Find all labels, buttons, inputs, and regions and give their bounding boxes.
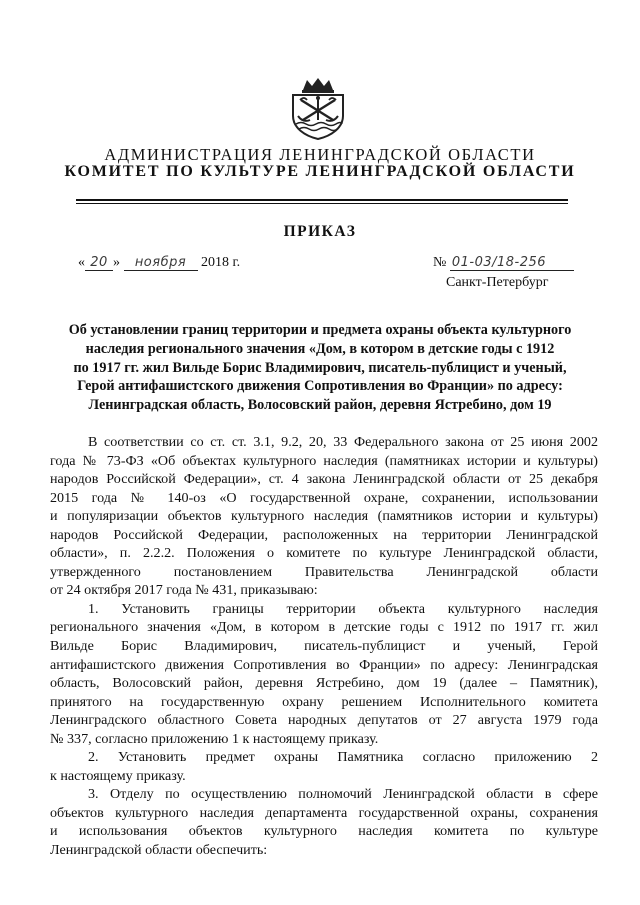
number-value: 01-03/18-256 bbox=[450, 256, 574, 271]
organization-name: АДМИНИСТРАЦИЯ ЛЕНИНГРАДСКОЙ ОБЛАСТИ bbox=[104, 145, 536, 164]
leningrad-oblast-coat-of-arms-icon bbox=[287, 76, 349, 140]
body-line: утвержденного постановлением Правительства Ленинградской области bbox=[50, 563, 598, 580]
body-line: регионального значения «Дом, в котором в детские годы с 1912 по 1917 гг. жил bbox=[50, 619, 598, 636]
body-line: области», п. 2.2.2. Положения о комитете по культуре Ленинградской области, bbox=[50, 545, 598, 562]
title-line: Об установлении границ территории и предмета охраны объекта культурного bbox=[68, 322, 572, 338]
body-line: область, Волосовский район, деревня Ястребино, дом 19 (далее – Памятник), bbox=[50, 675, 598, 692]
body-line: 2. Установить предмет охраны Памятника согласно приложению 2 bbox=[88, 749, 598, 766]
body-line: народов Российской Федерации», ст. 4 закона Ленинградской области от 25 декабря bbox=[50, 471, 598, 488]
header-divider-thick bbox=[76, 199, 568, 201]
body-line: В соответствии со ст. ст. 3.1, 9.2, 20, 33 Федерального закона от 25 июня 2002 bbox=[88, 434, 598, 450]
number-prefix: № bbox=[433, 255, 447, 270]
header-divider-thin bbox=[76, 203, 568, 204]
body-line: года № 73-ФЗ «Об объектах культурного наследия (памятниках истории и культуры) bbox=[50, 452, 598, 469]
document-number bbox=[433, 255, 574, 271]
body-line: народов Российской Федерации, расположенных на территории Ленинградской bbox=[50, 526, 598, 543]
document-title bbox=[50, 321, 590, 415]
body-line: антифашистского движения Сопротивления во Франции» по адресу: Ленинградская bbox=[50, 656, 598, 673]
body-line: от 24 октября 2017 года № 431, приказываю: bbox=[50, 582, 318, 599]
title-line: Герой антифашистского движения Сопротивления во Франции» по адресу: bbox=[77, 378, 563, 395]
body-line: и популяризации объектов культурного наследия (памятников истории и культуры) bbox=[50, 508, 598, 525]
body-line: Ленинградской области обеспечить: bbox=[50, 842, 268, 859]
body-line: 2015 года № 140-оз «О государственной охране, сохранении, использовании bbox=[50, 489, 598, 506]
date-day: 20 bbox=[85, 256, 113, 271]
date-month: ноября bbox=[124, 256, 198, 271]
date-open-quote: « bbox=[78, 255, 85, 270]
title-line: наследия регионального значения «Дом, в котором в детские годы с 1912 bbox=[85, 340, 555, 357]
body-line: № 337, согласно приложению 1 к настоящему приказу. bbox=[50, 730, 379, 747]
committee-name: КОМИТЕТ ПО КУЛЬТУРЕ ЛЕНИНГРАДСКОЙ ОБЛАСТИ bbox=[64, 163, 576, 180]
body-line: 1. Установить границы территории объекта культурного наследия bbox=[88, 600, 598, 617]
body-line: принятого на государственную охрану решением Исполнительного комитета bbox=[50, 693, 598, 710]
title-line: по 1917 гг. жил Вильде Борис Владимирович, писатель-публицист и ученый, bbox=[73, 359, 567, 376]
body-line: к настоящему приказу. bbox=[50, 767, 186, 784]
body-line: Вильде Борис Владимирович, писатель-публицист и ученый, Герой bbox=[50, 638, 598, 655]
document-date bbox=[78, 255, 240, 271]
body-line: 3. Отделу по осуществлению полномочий Ленинградской области в сфере bbox=[88, 786, 598, 803]
document-type: ПРИКАЗ bbox=[283, 223, 357, 240]
body-line: и использования объектов культурного наследия комитета по культуре bbox=[50, 823, 598, 840]
body-line: Ленинградского областного Совета народных депутатов от 27 августа 1979 года bbox=[50, 712, 598, 729]
document-body bbox=[50, 433, 598, 860]
title-line: Ленинградская область, Волосовский район, деревня Ястребино, дом 19 bbox=[88, 397, 552, 414]
date-year: 2018 г. bbox=[201, 255, 241, 270]
body-line: объектов культурного наследия департамента государственной охраны, сохранения bbox=[50, 804, 598, 821]
document-city: Санкт-Петербург bbox=[446, 275, 549, 290]
date-close-quote: » bbox=[113, 255, 120, 270]
